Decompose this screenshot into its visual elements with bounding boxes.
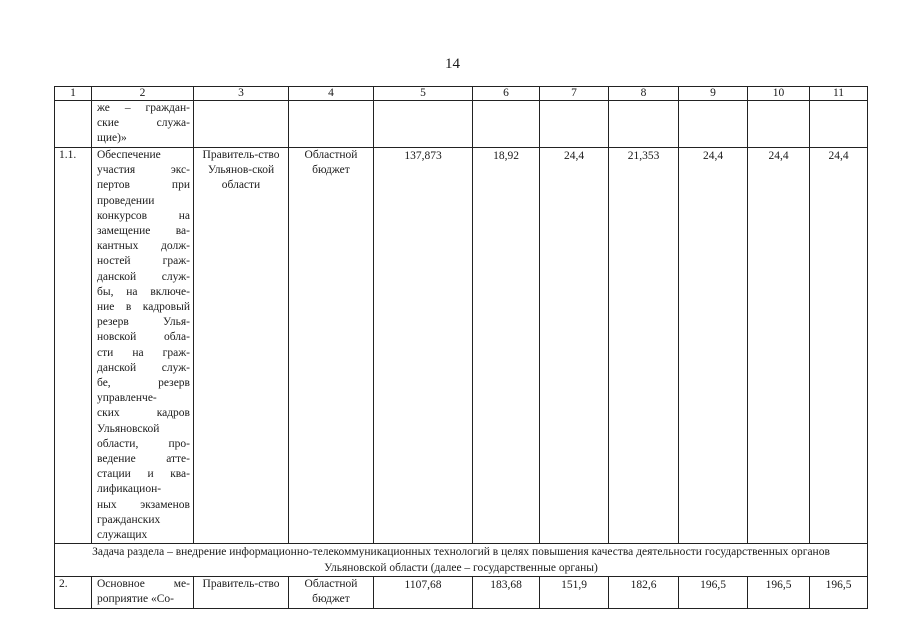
header-cell: 4	[289, 87, 374, 101]
year-value: 196,5	[748, 577, 810, 608]
header-cell: 6	[473, 87, 540, 101]
column-number-row	[55, 87, 868, 101]
task-row	[55, 544, 868, 577]
measure-description: же – граждан- ские служа- щие)»	[92, 101, 194, 148]
header-cell: 8	[609, 87, 679, 101]
year-value: 196,5	[679, 577, 748, 608]
section-task: Задача раздела – внедрение информационно-телекоммуникационных технологий в целях повышения качества деятельности государственных органов Ульяновской области (далее – государственные органы)	[55, 544, 868, 577]
measure-description: Обеспечение участия экс- пертов при проведении конкурсов на замещение ва- кантных долж- ностей граж- данской служ- бы, на включе- ние в кадровый резерв Улья- новской обла- сти на граж- данской служ- бе, резерв управленче- ских кадров Ульяновской области, про- ведение атте- стации и ква- лификацион- ных экзаменов гражданских служащих	[92, 148, 194, 544]
table-row-continuation	[55, 101, 868, 148]
budget-table	[54, 86, 868, 609]
year-value: 182,6	[609, 577, 679, 608]
year-value: 151,9	[540, 577, 609, 608]
table-row-1-1	[55, 148, 868, 544]
header-cell: 9	[679, 87, 748, 101]
year-value: 24,4	[748, 148, 810, 544]
header-cell: 1	[55, 87, 92, 101]
row-number: 2.	[55, 577, 92, 608]
year-value: 18,92	[473, 148, 540, 544]
total-value: 137,873	[374, 148, 473, 544]
year-value: 24,4	[810, 148, 868, 544]
executor-cell: Правитель-ство	[194, 577, 289, 608]
header-cell: 3	[194, 87, 289, 101]
header-cell: 2	[92, 87, 194, 101]
year-value: 196,5	[810, 577, 868, 608]
total-value: 1107,68	[374, 577, 473, 608]
year-value: 24,4	[679, 148, 748, 544]
year-value: 24,4	[540, 148, 609, 544]
executor-cell: Правитель-ство Ульянов-ской области	[194, 148, 289, 544]
header-cell: 5	[374, 87, 473, 101]
funding-source-cell: Областной бюджет	[289, 148, 374, 544]
header-cell: 11	[810, 87, 868, 101]
year-value: 21,353	[609, 148, 679, 544]
year-value: 183,68	[473, 577, 540, 608]
page-number: 14	[445, 56, 460, 72]
table-row-2	[55, 577, 868, 608]
funding-source-cell: Областной бюджет	[289, 577, 374, 608]
row-number: 1.1.	[55, 148, 92, 544]
header-cell: 7	[540, 87, 609, 101]
measure-description: Основное ме- роприятие «Со-	[92, 577, 194, 608]
header-cell: 10	[748, 87, 810, 101]
